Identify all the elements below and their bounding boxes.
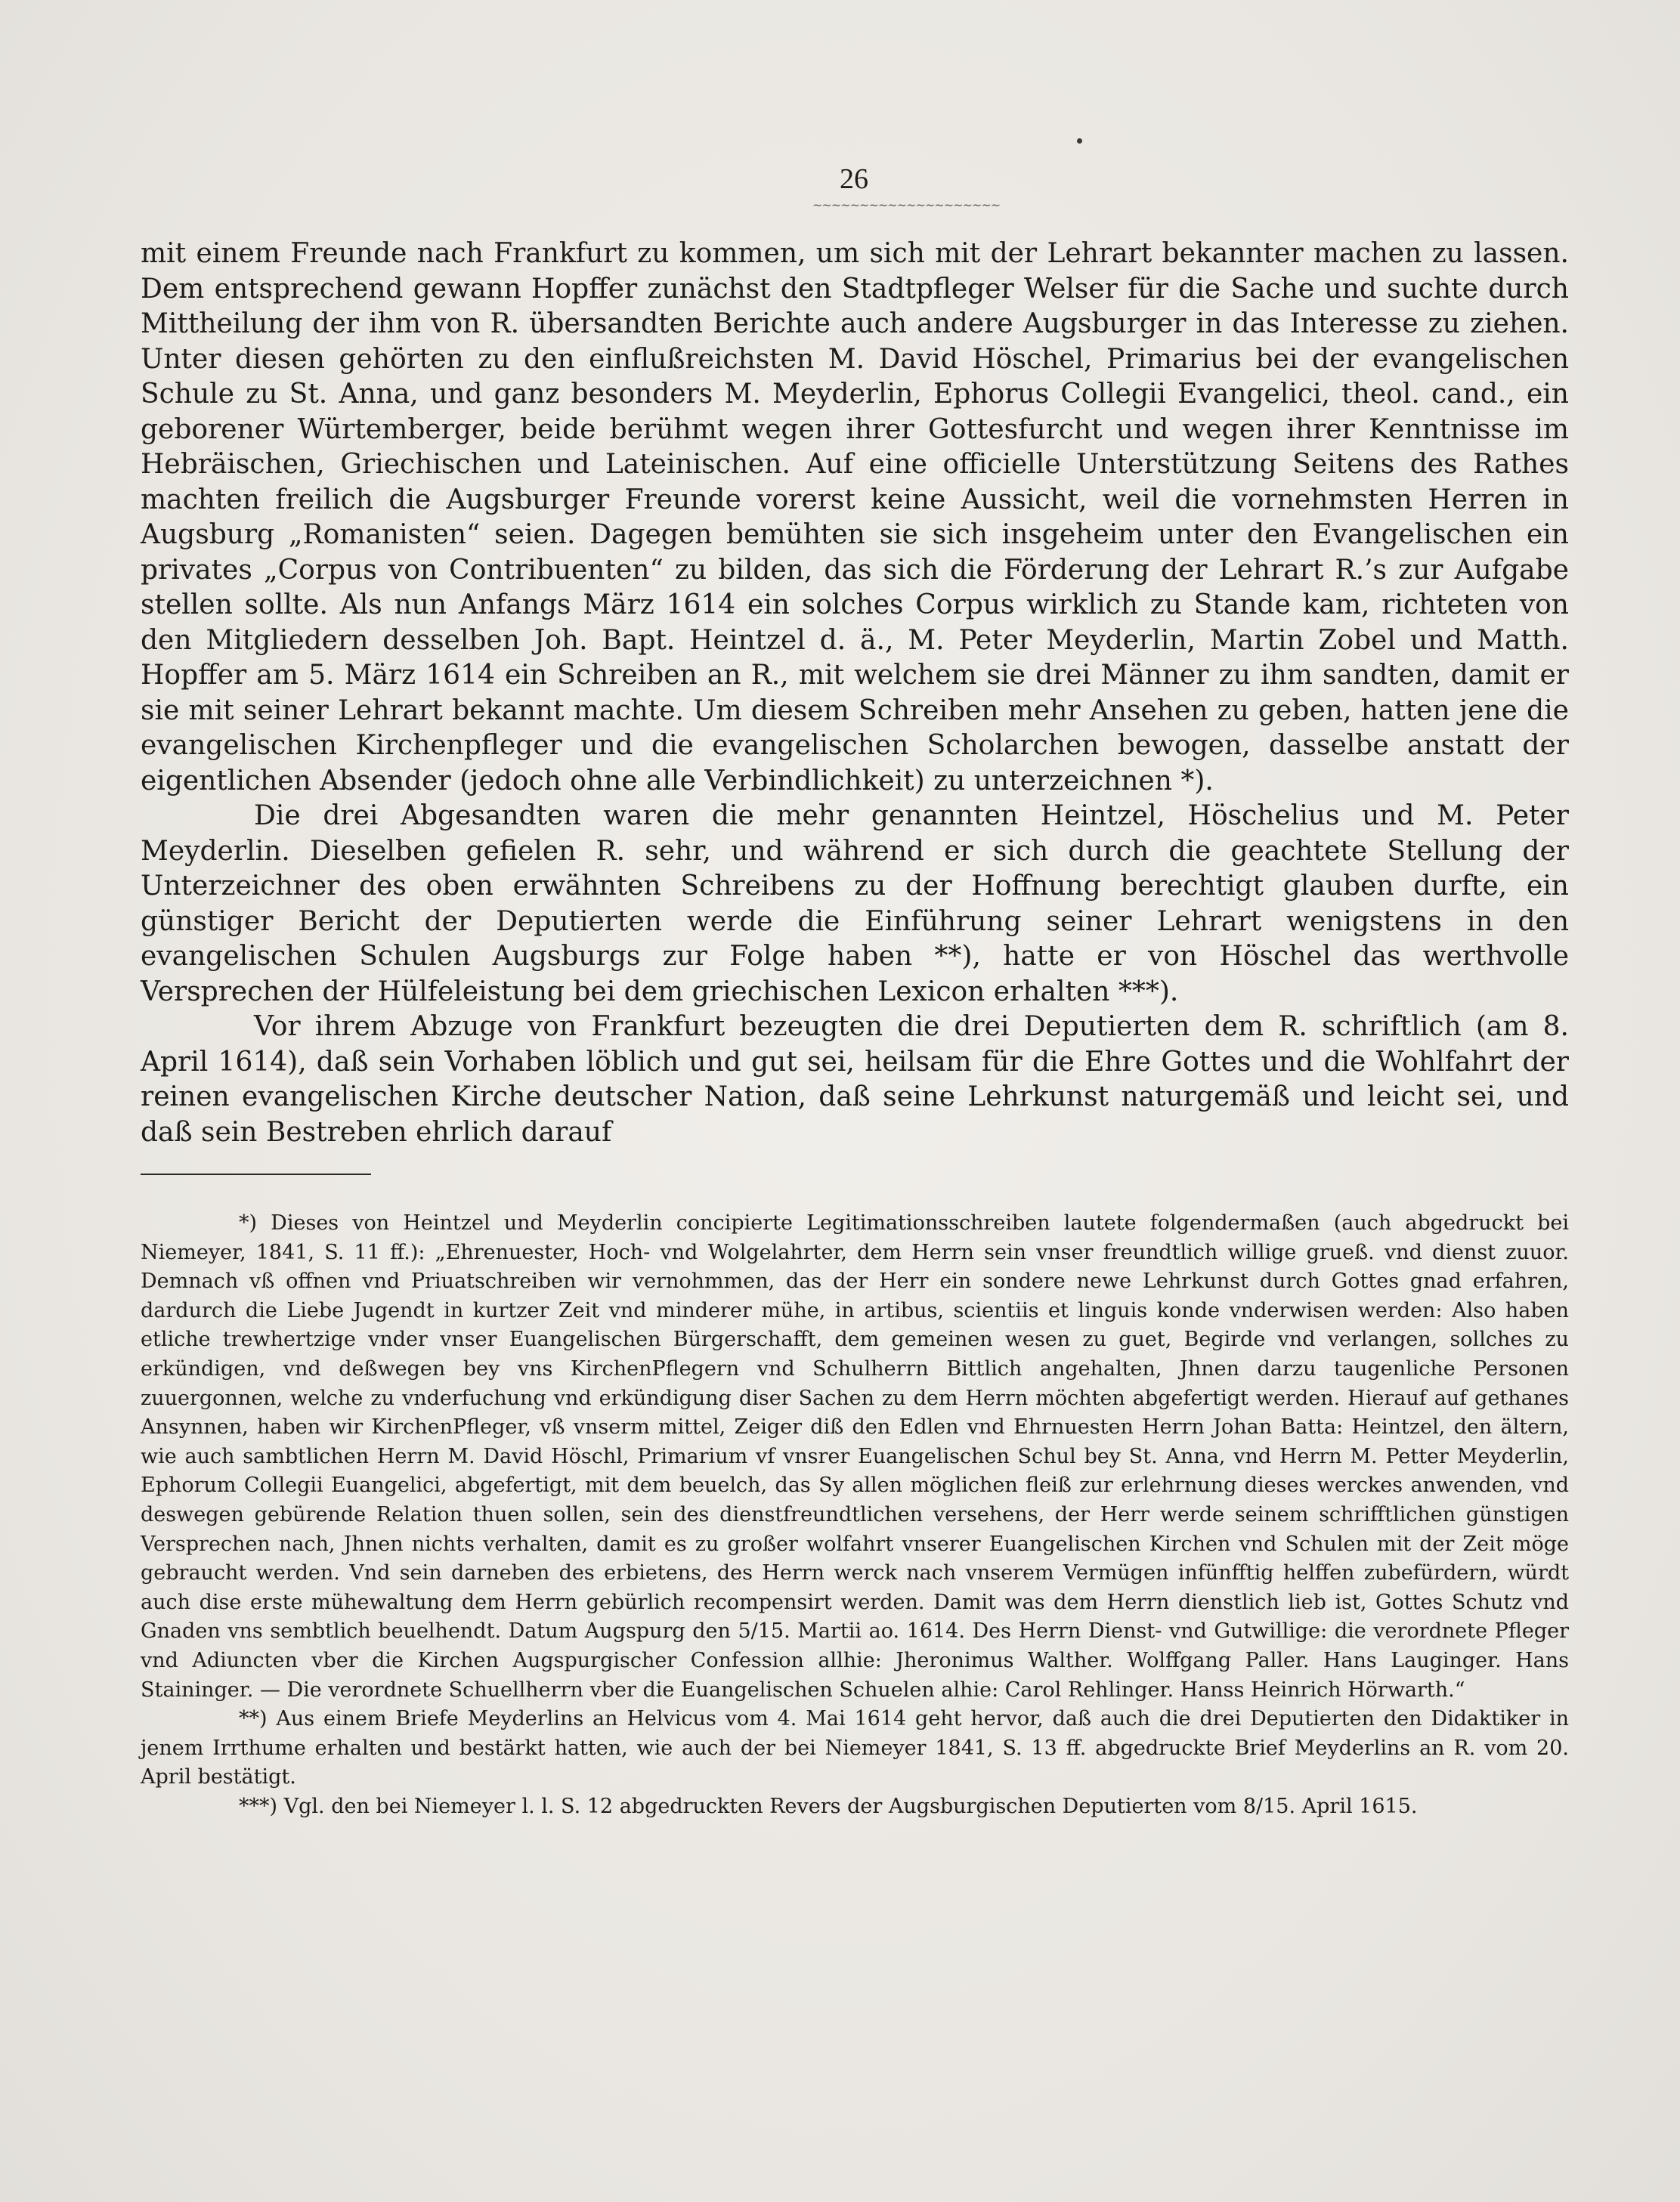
footnotes (141, 1209, 1569, 1821)
page-number-ornament: ~~~~~~~~~~~~~~~~~~~~ (812, 198, 1001, 212)
body-paragraph: Vor ihrem Abzuge von Frankfurt bezeugten die drei Deputierten dem R. schriftlich (am 8. April 1614), daß sein Vorhaben löblich und gut sei, heilsam für die Ehre Gottes und die Wohlfahrt der reinen evangelischen Kirche deutscher Nation, daß seine Lehrkunst naturgemäß und leicht sei, und daß sein Bestreben ehrlich darauf (141, 1011, 1569, 1148)
footnote: **) Aus einem Briefe Meyderlins an Helvicus vom 4. Mai 1614 geht hervor, daß auch die drei Deputierten den Didaktiker in jenem Irrthume erhalten und bestärkt hatten, wie auch der bei Niemeyer 1841, S. 13 ff. abgedruckte Brief Meyderlins an R. vom 20. April bestätigt. (141, 1707, 1569, 1789)
body-paragraph: mit einem Freunde nach Frankfurt zu kommen, um sich mit der Lehrart bekannter machen zu lassen. Dem entsprechend gewann Hopffer zunächst den Stadtpfleger Welser für die Sache und suchte durch Mittheilung der ihm von R. übersandten Berichte auch andere Augsburger in das Interesse zu ziehen. Unter diesen gehörten zu den einflußreichsten M. David Höschel, Primarius bei der evangelischen Schule zu St. Anna, und ganz besonders M. Meyderlin, Ephorus Collegii Evangelici, theol. cand., ein geborener Würtemberger, beide berühmt wegen ihrer Gottesfurcht und wegen ihrer Kenntnisse im Hebräischen, Griechischen und Lateinischen. Auf eine officielle Unterstützung Seitens des Rathes machten freilich die Augsburger Freunde vorerst keine Aussicht, weil die vornehmsten Herren in Augsburg „Romanisten“ seien. Dagegen bemühten sie sich insgeheim unter den Evangelischen ein privates „Corpus von Contribuenten“ zu bilden, das sich die Förderung der Lehrart R.’s zur Aufgabe stellen sollte. Als nun Anfangs März 1614 ein solches Corpus wirklich zu Stande kam, richteten von den Mitgliedern desselben Joh. Bapt. Heintzel d. ä., M. Peter Meyderlin, Martin Zobel und Matth. Hopffer am 5. März 1614 ein Schreiben an R., mit welchem sie drei Männer zu ihm sandten, damit er sie mit seiner Lehrart bekannt machte. Um diesem Schreiben mehr Ansehen zu geben, hatten jene die evangelischen Kirchenpfleger und die evangelischen Scholarchen bewogen, dasselbe anstatt der eigentlichen Absender (jedoch ohne alle Verbindlichkeit) zu unterzeichnen *). (141, 238, 1569, 796)
ink-speck (1077, 138, 1082, 144)
body-text (141, 237, 1569, 1150)
page-number: 26 (840, 163, 868, 195)
footnote: ***) Vgl. den bei Niemeyer l. l. S. 12 abgedruckten Revers der Augsburgischen Deputierten vom 8/15. April 1615. (239, 1794, 1418, 1818)
footnote-separator (141, 1174, 371, 1175)
footnote: *) Dieses von Heintzel und Meyderlin concipierte Legitimationsschreiben lautete folgendermaßen (auch abgedruckt bei Niemeyer, 1841, S. 11 ff.): „Ehrenuester, Hoch- vnd Wolgelahrter, dem Herrn sein vnser freundtlich willige grueß. vnd dienst zuuor. Demnach vß offnen vnd Priuatschreiben wir vernohmmen, das der Herr ein sondere newe Lehrkunst durch Gottes gnad erfahren, dardurch die Liebe Jugendt in kurtzer Zeit vnd minderer mühe, in artibus, scientiis et linguis konde vnderwisen werden: Also haben etliche trewhertzige vnder vnser Euangelischen Bürgerschafft, dem gemeinen wesen zu guet, Begirde vnd verlangen, sollches zu erkündigen, vnd deßwegen bey vns KirchenPflegern vnd Schulherrn Bittlich angehalten, Jhnen darzu taugenliche Personen zuuergonnen, welche zu vnderfuchung vnd erkündigung diser Sachen zu dem Herrn möchten abgefertigt werden. Hierauf auf gethanes Ansynnen, haben wir KirchenPfleger, vß vnserm mittel, Zeiger diß den Edlen vnd Ehrnuesten Herrn Johan Batta: Heintzel, den ältern, wie auch sambtlichen Herrn M. David Höschl, Primarium vf vnsrer Euangelischen Schul bey St. Anna, vnd Herrn M. Petter Meyderlin, Ephorum Collegii Euangelici, abgefertigt, mit dem beuelch, das Sy allen möglichen fleiß zur erlehrnung dieses werckes anwenden, vnd deswegen gebürende Relation thuen sollen, sein des dienstfreundtlichen versehens, der Herr werde seinem schrifftlichen günstigen Versprechen nach, Jhnen nichts verhalten, damit es zu großer wolfahrt vnserer Euangelischen Kirchen vnd Schulen mit der Zeit möge gebraucht werden. Vnd sein darneben des erbietens, des Herrn werck nach vnserem Vermügen infünfftig helffen zubefürdern, würdt auch dise erste mühewaltung dem Herrn gebürlich recompensirt werden. Damit was dem Herrn dienstlich lieb ist, Gottes Schutz vnd Gnaden vns sembtlich beuelhendt. Datum Augspurg den 5/15. Martii ao. 1614. Des Herrn Dienst- vnd Gutwillige: die verordnete Pfleger vnd Adiuncten vber die Kirchen Augspurgischer Confession allhie: Jheronimus Walther. Wolffgang Paller. Hans Lauginger. Hans Staininger. — Die verordnete Schuellherrn vber die Euangelischen Schuelen alhie: Carol Rehlinger. Hanss Heinrich Hörwarth.“ (141, 1211, 1569, 1702)
body-paragraph: Die drei Abgesandten waren die mehr genannten Heintzel, Höschelius und M. Peter Meyderlin. Dieselben gefielen R. sehr, und während er sich durch die geachtete Stellung der Unterzeichner des oben erwähnten Schreibens zu der Hoffnung berechtigt glauben durfte, ein günstiger Bericht der Deputierten werde die Einführung seiner Lehrart wenigstens in den evangelischen Schulen Augsburgs zur Folge haben **), hatte er von Höschel das werthvolle Versprechen der Hülfeleistung bei dem griechischen Lexicon erhalten ***). (141, 800, 1569, 1007)
